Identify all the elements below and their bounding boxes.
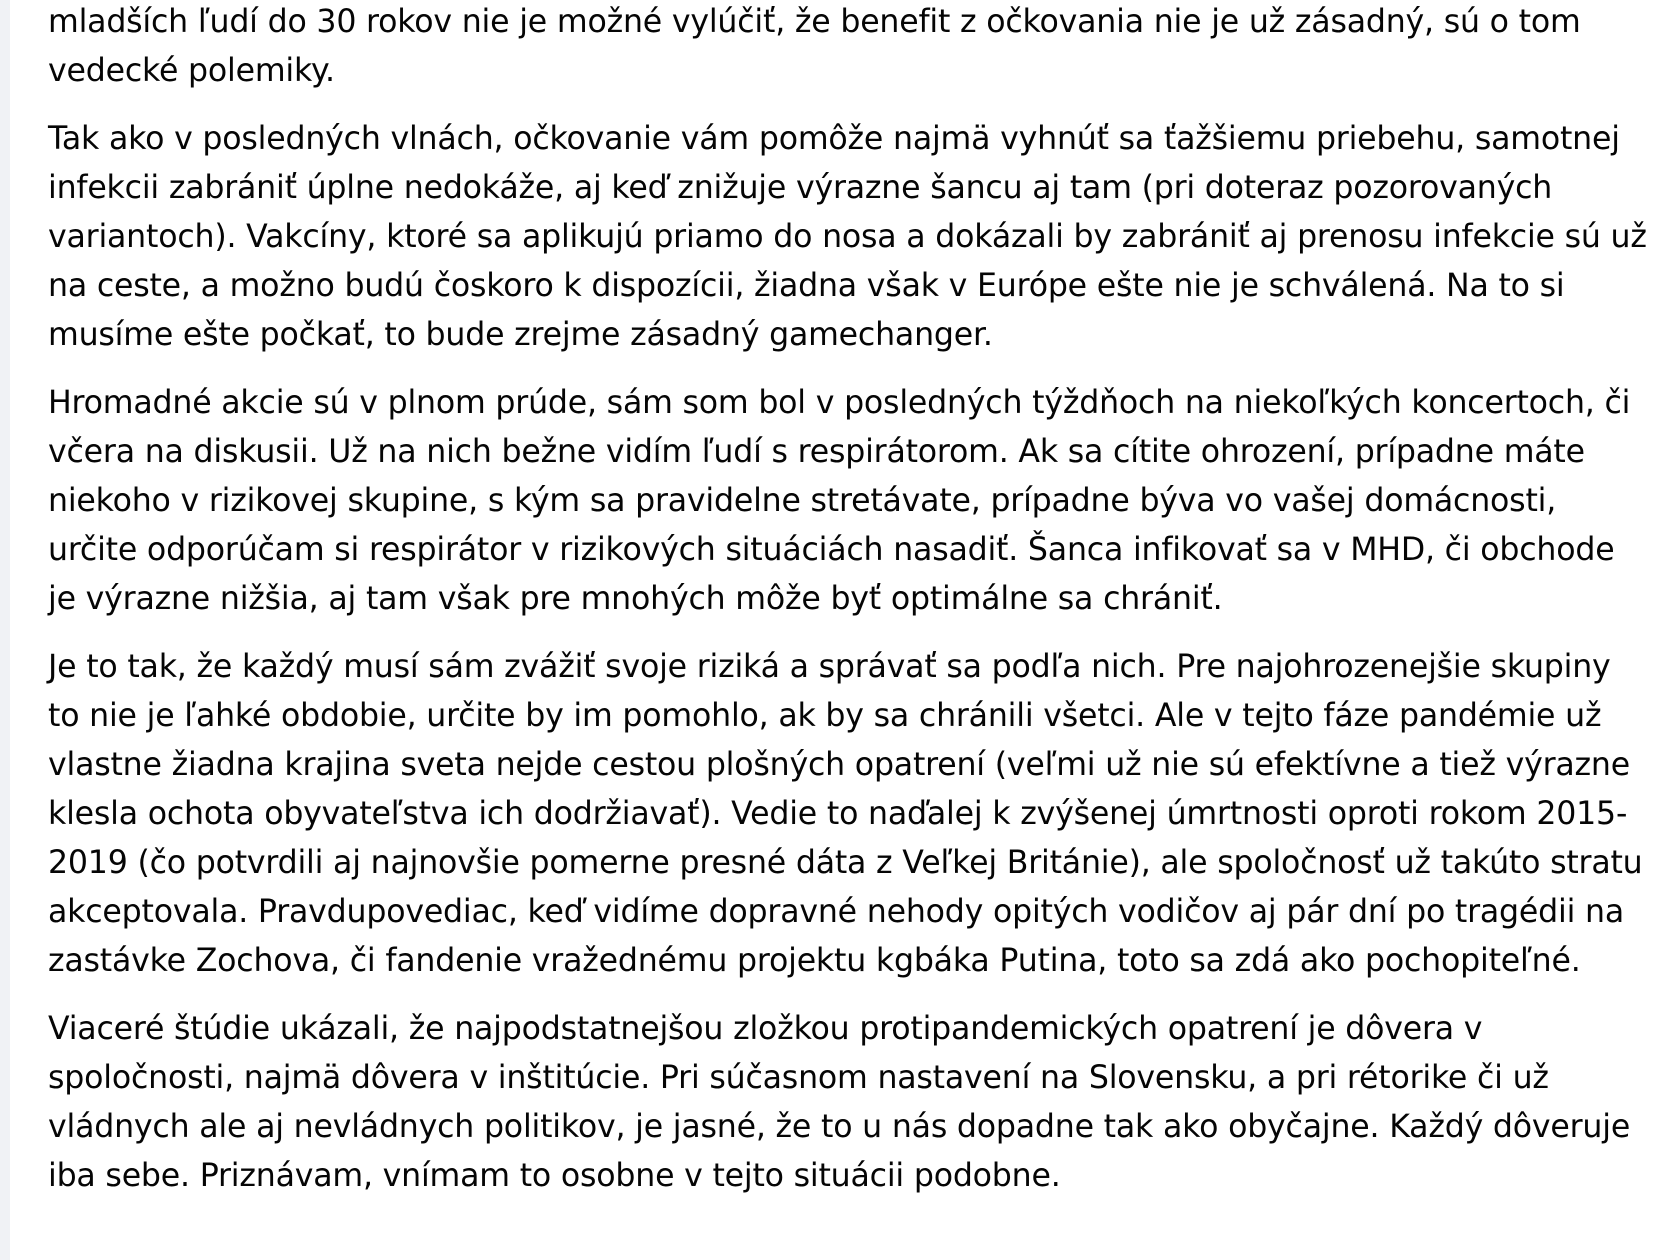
post-paragraph-1: mladších ľudí do 30 rokov nie je možné vylúčiť, že benefit z očkovania nie je už zásadný, sú o tom vedecké polemiky. [48,4,1581,89]
post-paragraph-3: Hromadné akcie sú v plnom prúde, sám som bol v posledných týždňoch na niekoľkých koncertoch, či včera na diskusii. Už na nich bežne vidím ľudí s respirátorom. Ak sa cítite ohrození, prípadne máte niekoho v rizikovej skupine, s kým sa pravidelne stretávate, prípadne býva vo vašej domácnosti, určite odporúčam si respirátor v rizikových situáciách nasadiť. Šanca infikovať sa v MHD, či obchode je výrazne nižšia, aj tam však pre mnohých môže byť optimálne sa chrániť. [48,385,1631,617]
post-paragraph-5: Viaceré štúdie ukázali, že najpodstatnejšou zložkou protipandemických opatrení je dôvera v spoločnosti, najmä dôvera v inštitúcie. Pri súčasnom nastavení na Slovensku, a pri rétorike či už vládnych ale aj nevládnych politikov, je jasné, že to u nás dopadne tak ako obyčajne. Každý dôveruje iba sebe. Priznávam, vnímam to osobne v tejto situácii podobne. [48,1011,1631,1194]
post-card [10,0,1680,1260]
post-paragraph-4: Je to tak, že každý musí sám zvážiť svoje riziká a správať sa podľa nich. Pre najohrozenejšie skupiny to nie je ľahké obdobie, určite by im pomohlo, ak by sa chránili všetci. Ale v tejto fáze pandémie už vlastne žiadna krajina sveta nejde cestou plošných opatrení (veľmi už nie sú efektívne a tiež výrazne klesla ochota obyvateľstva ich dodržiavať). Vedie to naďalej k zvýšenej úmrtnosti oproti rokom 2015-2019 (čo potvrdili aj najnovšie pomerne presné dáta z Veľkej Británie), ale spoločnosť už takúto stratu akceptovala. Pravdupovediac, keď vidíme dopravné nehody opitých vodičov aj pár dní po tragédii na zastávke Zochova, či fandenie vražednému projektu kgbáka Putina, toto sa zdá ako pochopiteľné. [48,649,1643,979]
post-text [48,0,1648,1201]
post-paragraph-2: Tak ako v posledných vlnách, očkovanie vám pomôže najmä vyhnúť sa ťažšiemu priebehu, samotnej infekcii zabrániť úplne nedokáže, aj keď znižuje výrazne šancu aj tam (pri doteraz pozorovaných variantoch). Vakcíny, ktoré sa aplikujú priamo do nosa a dokázali by zabrániť aj prenosu infekcie sú už na ceste, a možno budú čoskoro k dispozícii, žiadna však v Európe ešte nie je schválená. Na to si musíme ešte počkať, to bude zrejme zásadný gamechanger. [48,121,1647,353]
